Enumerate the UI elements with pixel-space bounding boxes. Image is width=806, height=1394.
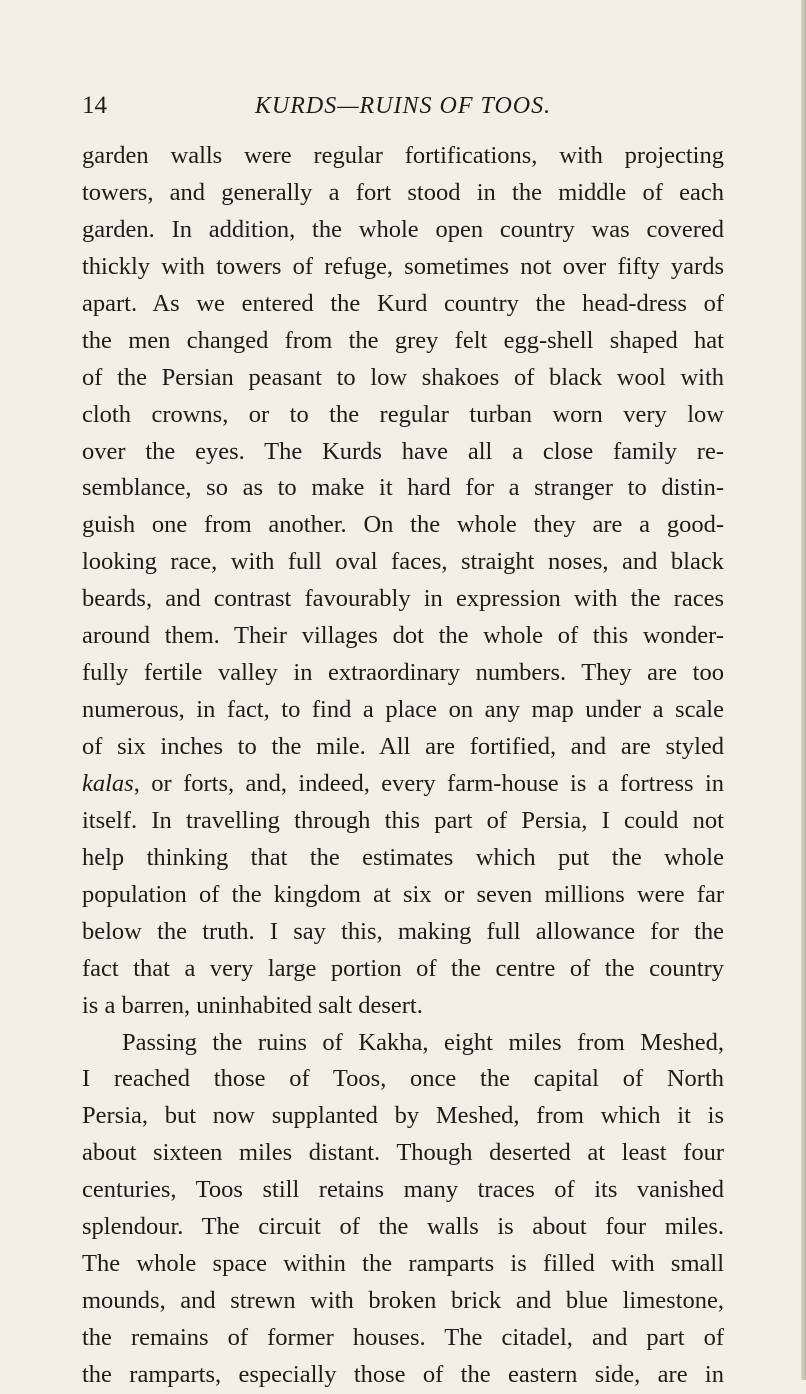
text-line: population of the kingdom at six or seven millions were far [82,880,724,908]
page-edge-shadow [801,0,806,1380]
text-line: guish one from another. On the whole they are a good- [82,511,724,539]
text-line: over the eyes. The Kurds have all a close family re- [82,437,724,465]
text-line: semblance, so as to make it hard for a stranger to distin- [82,474,724,502]
text-line: itself. In travelling through this part of Persia, I could not [82,806,724,834]
text-line: below the truth. I say this, making full allowance for the [82,917,724,945]
text-line: apart. As we entered the Kurd country the head-dress of [82,289,724,317]
text-line-paragraph-start: Passing the ruins of Kakha, eight miles from Meshed, [122,1028,724,1056]
text-line: thickly with towers of refuge, sometimes not over fifty yards [82,252,724,280]
text-line: help thinking that the estimates which put the whole [82,843,724,871]
text-line: garden. In addition, the whole open country was covered [82,215,724,243]
text-line: numerous, in fact, to find a place on any map under a scale [82,696,724,724]
text-line: fully fertile valley in extraordinary numbers. They are too [82,659,724,687]
text-line: the ramparts, especially those of the eastern side, are in [82,1360,724,1388]
text-line: looking race, with full oval faces, straight noses, and black [82,548,724,576]
text-line: fact that a very large portion of the centre of the country [82,954,724,982]
running-head [82,86,724,126]
text-line: mounds, and strewn with broken brick and blue limestone, [82,1287,724,1315]
text-line: towers, and generally a fort stood in the middle of each [82,178,724,206]
text-line: about sixteen miles distant. Though deserted at least four [82,1139,724,1167]
text-line: the men changed from the grey felt egg-shell shaped hat [82,326,724,354]
text-line: beards, and contrast favourably in expression with the races [82,585,724,613]
text-line: of six inches to the mile. All are fortified, and are styled [82,733,724,760]
text-line-paragraph-end: is a barren, uninhabited salt desert. [82,991,423,1019]
text-line: of the Persian peasant to low shakoes of black wool with [82,363,724,391]
text-line: centuries, Toos still retains many traces of its vanished [82,1176,724,1204]
text-line: around them. Their villages dot the whole of this wonder- [82,622,724,650]
body-text [82,138,724,1394]
text-line: cloth crowns, or to the regular turban worn very low [82,400,724,428]
text-line-rest: , or forts, and, indeed, every farm-house is a fortress in [133,769,724,797]
text-line-with-italic [82,766,724,803]
running-title: KURDS—RUINS OF TOOS. [254,93,552,119]
text-line: splendour. The circuit of the walls is about four miles. [82,1213,724,1241]
text-line: the remains of former houses. The citadel, and part of [82,1324,724,1351]
page-number: 14 [82,92,107,119]
text-line: I reached those of Toos, once the capital of North [82,1065,724,1093]
text-line: The whole space within the ramparts is filled with small [82,1250,724,1278]
text-line: garden walls were regular fortifications, with projecting [82,142,724,169]
text-line: Persia, but now supplanted by Meshed, from which it is [82,1102,724,1130]
italic-term: kalas [82,769,134,797]
